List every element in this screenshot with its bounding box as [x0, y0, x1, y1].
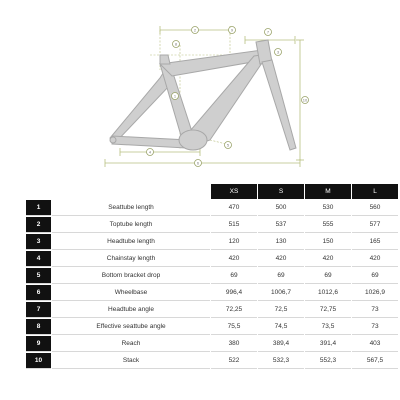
svg-text:5: 5: [226, 142, 230, 148]
svg-text:10: 10: [302, 97, 308, 103]
value-m: 420: [305, 251, 351, 267]
value-s: 1006,7: [258, 285, 304, 301]
row-label: Headtube length: [52, 234, 210, 250]
value-l: 577: [352, 217, 398, 233]
value-s: 130: [258, 234, 304, 250]
value-l: 73: [352, 302, 398, 318]
row-label: Seattube length: [52, 200, 210, 216]
value-l: 1026,9: [352, 285, 398, 301]
frame-geometry-diagram: [0, 0, 400, 175]
table-row: [26, 268, 398, 284]
value-l: 69: [352, 268, 398, 284]
svg-text:7: 7: [266, 29, 270, 35]
size-header-row: [26, 184, 398, 199]
value-m: 555: [305, 217, 351, 233]
value-xs: 72,25: [211, 302, 257, 318]
size-header-m: M: [305, 184, 351, 199]
row-label: Effective seattube angle: [52, 319, 210, 335]
row-number: 10: [26, 353, 51, 369]
value-xs: 75,5: [211, 319, 257, 335]
value-m: 72,75: [305, 302, 351, 318]
value-xs: 420: [211, 251, 257, 267]
value-s: 532,3: [258, 353, 304, 369]
svg-text:8: 8: [174, 41, 178, 47]
row-label: Wheelbase: [52, 285, 210, 301]
table-row: [26, 353, 398, 369]
badge-7: [265, 29, 272, 36]
value-m: 1012,6: [305, 285, 351, 301]
value-s: 74,5: [258, 319, 304, 335]
value-xs: 120: [211, 234, 257, 250]
svg-text:3: 3: [276, 49, 280, 55]
value-xs: 515: [211, 217, 257, 233]
value-xs: 69: [211, 268, 257, 284]
row-label: Stack: [52, 353, 210, 369]
value-xs: 522: [211, 353, 257, 369]
value-l: 73: [352, 319, 398, 335]
badge-1: [172, 93, 179, 100]
badge-6: [195, 160, 202, 167]
row-number: 9: [26, 336, 51, 352]
svg-text:2: 2: [193, 27, 197, 33]
value-xs: 470: [211, 200, 257, 216]
row-number: 1: [26, 200, 51, 216]
table-row: [26, 336, 398, 352]
badge-4: [147, 149, 154, 156]
svg-text:1: 1: [173, 93, 177, 99]
table-row: [26, 251, 398, 267]
value-s: 72,5: [258, 302, 304, 318]
svg-text:9: 9: [230, 27, 234, 33]
value-s: 389,4: [258, 336, 304, 352]
header-blank: [52, 184, 210, 199]
value-m: 150: [305, 234, 351, 250]
table-row: [26, 217, 398, 233]
row-label: Chainstay length: [52, 251, 210, 267]
svg-text:4: 4: [148, 149, 152, 155]
value-l: 420: [352, 251, 398, 267]
table-row: [26, 285, 398, 301]
row-number: 8: [26, 319, 51, 335]
size-header-l: L: [352, 184, 398, 199]
value-m: 530: [305, 200, 351, 216]
value-s: 500: [258, 200, 304, 216]
value-s: 537: [258, 217, 304, 233]
header-blank: [26, 184, 51, 199]
badge-9: [229, 27, 236, 34]
row-number: 7: [26, 302, 51, 318]
value-xs: 996,4: [211, 285, 257, 301]
value-l: 403: [352, 336, 398, 352]
value-xs: 380: [211, 336, 257, 352]
row-label: Reach: [52, 336, 210, 352]
table-row: [26, 234, 398, 250]
row-label: Bottom bracket drop: [52, 268, 210, 284]
badge-10: [302, 97, 309, 104]
row-label: Toptube length: [52, 217, 210, 233]
row-number: 3: [26, 234, 51, 250]
value-m: 552,3: [305, 353, 351, 369]
value-l: 560: [352, 200, 398, 216]
badge-2: [192, 27, 199, 34]
value-s: 69: [258, 268, 304, 284]
badge-5: [225, 142, 232, 149]
value-l: 165: [352, 234, 398, 250]
row-number: 5: [26, 268, 51, 284]
size-header-s: S: [258, 184, 304, 199]
geometry-table: [25, 183, 399, 370]
value-m: 69: [305, 268, 351, 284]
value-s: 420: [258, 251, 304, 267]
table-row: [26, 200, 398, 216]
row-number: 6: [26, 285, 51, 301]
table-row: [26, 302, 398, 318]
value-l: 567,5: [352, 353, 398, 369]
row-label: Headtube angle: [52, 302, 210, 318]
svg-text:6: 6: [196, 160, 200, 166]
size-header-xs: XS: [211, 184, 257, 199]
row-number: 4: [26, 251, 51, 267]
table-row: [26, 319, 398, 335]
badge-3: [275, 49, 282, 56]
badge-8: [173, 41, 180, 48]
value-m: 391,4: [305, 336, 351, 352]
value-m: 73,5: [305, 319, 351, 335]
row-number: 2: [26, 217, 51, 233]
bike-frame: [110, 40, 296, 150]
